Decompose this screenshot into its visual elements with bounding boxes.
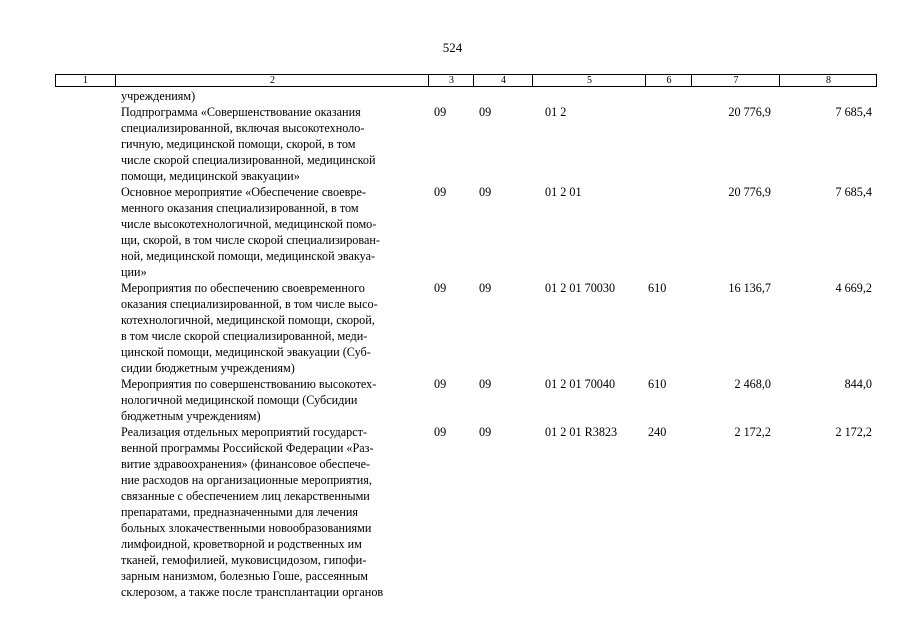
description-line: лимфоидной, кроветворной и родственных им xyxy=(121,537,362,551)
description-line: щи, скорой, в том числе скорой специализирован- xyxy=(121,233,380,247)
row-description xyxy=(121,184,429,280)
description-line: препаратами, предназначенными для лечения xyxy=(121,505,358,519)
description-line: гичную, медицинской помощи, скорой, в том xyxy=(121,137,356,151)
header-col-2: 2 xyxy=(115,75,429,86)
description-line: Основное мероприятие «Обеспечение своевре- xyxy=(121,185,366,199)
row-description xyxy=(121,104,429,184)
cell-c4: 09 xyxy=(479,185,492,199)
cell-c4: 09 xyxy=(479,377,492,391)
description-line: специализированной, включая высокотехноло- xyxy=(121,121,365,135)
row-description xyxy=(121,376,429,424)
cell-c4: 09 xyxy=(479,105,492,119)
cell-c6: 610 xyxy=(648,377,667,391)
header-col-3: 3 xyxy=(428,75,474,86)
cell-c3: 09 xyxy=(434,105,447,119)
cell-c5: 01 2 xyxy=(545,105,567,119)
header-col-4: 4 xyxy=(473,75,533,86)
description-line: помощи, медицинской эвакуации» xyxy=(121,169,300,183)
description-line: больных злокачественными новообразованиями xyxy=(121,521,372,535)
cell-c8: 7 685,4 xyxy=(835,105,872,119)
cell-c5: 01 2 01 70040 xyxy=(545,377,616,391)
description-line: витие здравоохранения» (финансовое обеспече- xyxy=(121,457,371,471)
header-col-5: 5 xyxy=(532,75,646,86)
cell-c4: 09 xyxy=(479,281,492,295)
description-line: Реализация отдельных мероприятий государст- xyxy=(121,425,368,439)
cell-c8: 844,0 xyxy=(844,377,872,391)
description-line: зарным нанизмом, болезнью Гоше, рассеянным xyxy=(121,569,368,583)
header-col-6: 6 xyxy=(645,75,692,86)
description-line: в том числе скорой специализированной, меди- xyxy=(121,329,368,343)
description-line: ние расходов на организационные мероприятия, xyxy=(121,473,372,487)
description-line: бюджетным учреждениям) xyxy=(121,409,261,423)
description-line: цинской помощи, медицинской эвакуации (Суб- xyxy=(121,345,371,359)
description-line: котехнологичной, медицинской помощи, скорой, xyxy=(121,313,375,327)
continuation-text: учреждениям) xyxy=(121,89,196,103)
cell-c8: 7 685,4 xyxy=(835,185,872,199)
description-line: Мероприятия по совершенствованию высокотех- xyxy=(121,377,377,391)
table-header-row xyxy=(55,74,877,87)
description-line: сидии бюджетным учреждениям) xyxy=(121,361,295,375)
page-number: 524 xyxy=(442,40,463,55)
description-line: числе высокотехнологичной, медицинской помо- xyxy=(121,217,377,231)
cell-c3: 09 xyxy=(434,185,447,199)
header-col-7: 7 xyxy=(691,75,780,86)
description-line: связанные с обеспечением лиц лекарственными xyxy=(121,489,370,503)
cell-c8: 4 669,2 xyxy=(835,281,872,295)
description-line: оказания специализированной, в том числе высо- xyxy=(121,297,378,311)
cell-c8: 2 172,2 xyxy=(835,425,872,439)
description-line: ной, медицинской помощи, медицинской эвакуа- xyxy=(121,249,376,263)
cell-c7: 2 468,0 xyxy=(734,377,771,391)
cell-c5: 01 2 01 xyxy=(545,185,582,199)
description-line: Мероприятия по обеспечению своевременного xyxy=(121,281,365,295)
description-line: склерозом, а также после трансплантации органов xyxy=(121,585,384,599)
description-line: ции» xyxy=(121,265,147,279)
cell-c6: 240 xyxy=(648,425,667,439)
cell-c3: 09 xyxy=(434,377,447,391)
cell-c6: 610 xyxy=(648,281,667,295)
cell-c7: 2 172,2 xyxy=(734,425,771,439)
description-line: менного оказания специализированной, в том xyxy=(121,201,359,215)
cell-c7: 16 136,7 xyxy=(728,281,771,295)
cell-c5: 01 2 01 70030 xyxy=(545,281,616,295)
cell-c7: 20 776,9 xyxy=(728,185,771,199)
description-line: числе скорой специализированной, медицинской xyxy=(121,153,376,167)
cell-c3: 09 xyxy=(434,425,447,439)
description-line: венной программы Российской Федерации «Раз- xyxy=(121,441,374,455)
cell-c3: 09 xyxy=(434,281,447,295)
description-line: нологичной медицинской помощи (Субсидии xyxy=(121,393,358,407)
cell-c7: 20 776,9 xyxy=(728,105,771,119)
header-col-8: 8 xyxy=(779,75,877,86)
description-line: тканей, гемофилией, муковисцидозом, гипофи- xyxy=(121,553,367,567)
cell-c4: 09 xyxy=(479,425,492,439)
cell-c5: 01 2 01 R3823 xyxy=(545,425,618,439)
row-description xyxy=(121,280,429,376)
header-col-1: 1 xyxy=(83,75,88,86)
row-description xyxy=(121,424,429,600)
description-line: Подпрограмма «Совершенствование оказания xyxy=(121,105,361,119)
